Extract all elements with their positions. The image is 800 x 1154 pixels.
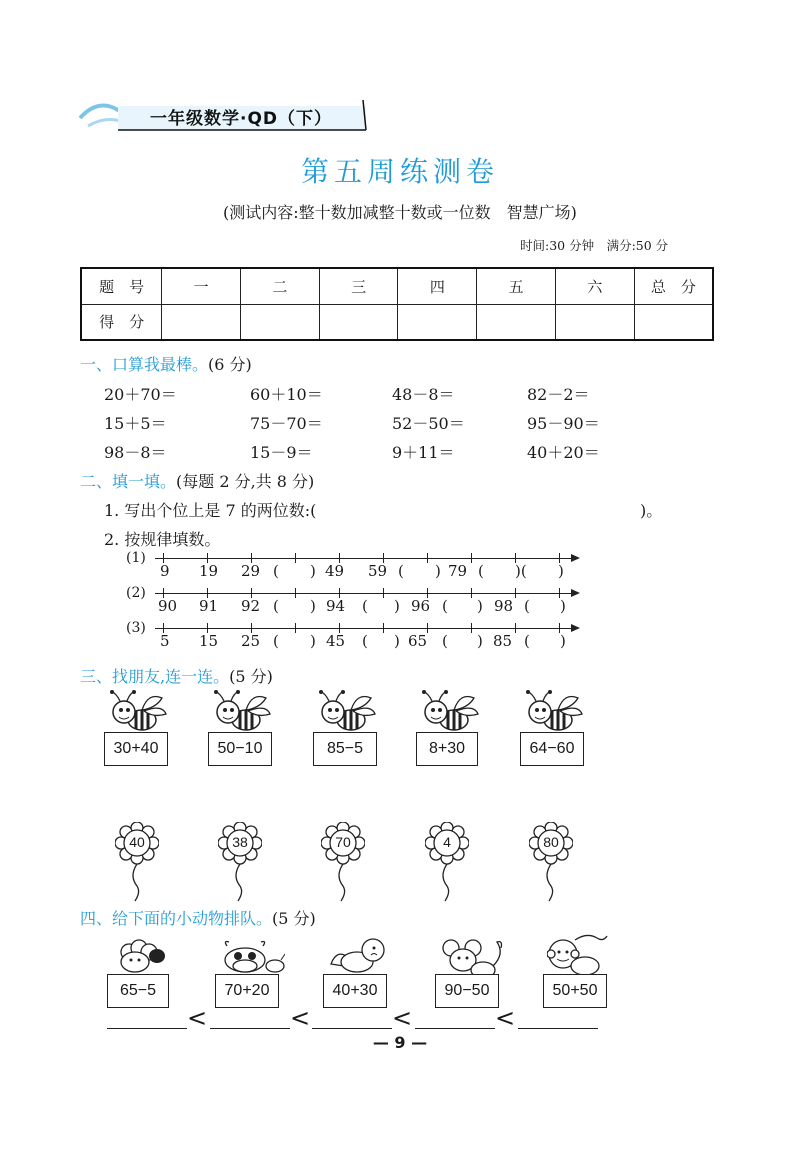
number-line-arrow (571, 554, 580, 562)
score-table-cell: 二 (241, 268, 320, 304)
section2-q2: 2. 按规律填数。 (104, 530, 221, 549)
score-input-cell[interactable] (162, 304, 241, 340)
number-line-value: 79 (448, 562, 468, 580)
animal-card[interactable]: 90−50 (435, 974, 499, 1008)
number-line-blank[interactable]: ) (310, 632, 316, 650)
bee-icon (522, 690, 584, 734)
number-line-blank[interactable]: ( (524, 597, 530, 615)
answer-blank[interactable] (518, 1028, 598, 1029)
number-line-blank[interactable]: ) (477, 632, 483, 650)
section1-problem: 9＋11＝ (392, 443, 455, 462)
section1-problem: 15＋5＝ (104, 414, 167, 433)
score-table-cell: 总 分 (634, 268, 713, 304)
number-line-blank[interactable]: ( (362, 597, 368, 615)
section1-problem: 60＋10＝ (250, 385, 323, 404)
number-line-value: 98 (494, 597, 514, 615)
bee-card[interactable]: 64−60 (520, 732, 584, 766)
number-line-value: 29 (241, 562, 261, 580)
bee-icon (210, 690, 272, 734)
number-line-tick (471, 553, 472, 563)
section1-points: (6 分) (208, 355, 252, 374)
score-table-cell: 五 (477, 268, 556, 304)
bee-card[interactable]: 8+30 (416, 732, 478, 766)
number-line-tick (383, 623, 384, 633)
score-input-cell[interactable] (477, 304, 556, 340)
number-line-tick (295, 553, 296, 563)
number-line-blank[interactable]: ( (442, 632, 448, 650)
number-line-value: 96 (411, 597, 431, 615)
bee-icon (418, 690, 480, 734)
less-than-sign: < (495, 1004, 516, 1032)
section3-points: (5 分) (229, 667, 273, 686)
score-table-score-row (81, 304, 713, 340)
section1-problem: 98－8＝ (104, 443, 167, 462)
number-line-value: 15 (199, 632, 219, 650)
number-line-axis (155, 628, 573, 629)
less-than-sign: < (392, 1004, 413, 1032)
section2-heading: 二、填一填。 (80, 472, 177, 491)
score-table-cell: 四 (398, 268, 477, 304)
section1-problem: 95－90＝ (527, 414, 600, 433)
score-table-cell: 得 分 (81, 304, 162, 340)
score-table-cell: 六 (555, 268, 634, 304)
score-table-cell: 一 (162, 268, 241, 304)
flower-number: 38 (232, 834, 248, 850)
bee-card[interactable]: 85−5 (313, 732, 377, 766)
number-line-blank[interactable]: ) (394, 597, 400, 615)
monkey-icon (547, 932, 617, 976)
answer-blank[interactable] (107, 1028, 187, 1029)
score-input-cell[interactable] (319, 304, 398, 340)
score-input-cell[interactable] (634, 304, 713, 340)
section3-heading: 三、找朋友,连一连。 (80, 667, 230, 686)
number-line-value: 92 (241, 597, 261, 615)
number-line-blank[interactable]: ( (273, 562, 279, 580)
number-line-value: 19 (199, 562, 219, 580)
number-line-blank[interactable]: ( (524, 632, 530, 650)
number-line-label: (1) (126, 550, 146, 566)
number-line-tick (471, 623, 472, 633)
bee-icon (106, 690, 168, 734)
score-input-cell[interactable] (555, 304, 634, 340)
number-line-value: 25 (241, 632, 261, 650)
number-line-tick (427, 553, 428, 563)
number-line-blank[interactable]: ( (362, 632, 368, 650)
bee-icon (315, 690, 377, 734)
number-line-tick (383, 588, 384, 598)
section1-problem: 82－2＝ (527, 385, 590, 404)
section2-q1: 1. 写出个位上是 7 的两位数:( (104, 501, 317, 520)
section1-problem: 52－50＝ (392, 414, 465, 433)
number-line-blank[interactable]: )( (515, 562, 527, 580)
number-line-axis (155, 593, 573, 594)
flower-number: 80 (543, 834, 559, 850)
number-line-blank[interactable]: ( (478, 562, 484, 580)
number-line-value: 91 (199, 597, 219, 615)
number-line-value: 59 (368, 562, 388, 580)
score-table-cell: 三 (319, 268, 398, 304)
section1-problem: 75－70＝ (250, 414, 323, 433)
section1-problem: 20＋70＝ (104, 385, 177, 404)
number-line-blank[interactable]: ) (310, 562, 316, 580)
less-than-sign: < (187, 1004, 208, 1032)
answer-blank[interactable] (210, 1028, 290, 1029)
number-line-blank[interactable]: ( (273, 632, 279, 650)
number-line-value: 65 (408, 632, 428, 650)
section1-heading-row (80, 352, 252, 375)
section1-problem: 15－9＝ (250, 443, 313, 462)
number-line-blank[interactable]: ( (273, 597, 279, 615)
number-line-blank[interactable]: ) (560, 632, 566, 650)
page-subtitle: (测试内容:整十数加减整十数或一位数 智慧广场) (223, 203, 577, 222)
number-line-value: 49 (325, 562, 345, 580)
number-line-tick (295, 588, 296, 598)
page-title: 第五周练测卷 (300, 155, 499, 188)
section1-problem: 48－8＝ (392, 385, 455, 404)
number-line-blank[interactable]: ) (435, 562, 441, 580)
section2-points: (每题 2 分,共 8 分) (176, 472, 315, 491)
page-number: — 9 — (372, 1033, 428, 1052)
number-line-value: 5 (160, 632, 170, 650)
number-line-blank[interactable]: ( (398, 562, 404, 580)
number-line-arrow (571, 624, 580, 632)
flower-number: 40 (129, 834, 145, 850)
number-line-blank[interactable]: ) (560, 597, 566, 615)
number-line-tick (295, 623, 296, 633)
score-table-cell: 题 号 (81, 268, 162, 304)
less-than-sign: < (290, 1004, 311, 1032)
answer-blank[interactable] (312, 1028, 392, 1029)
number-line-label: (2) (126, 585, 146, 601)
score-table (80, 267, 714, 341)
flower-number: 70 (335, 834, 351, 850)
section1-problem: 40＋20＝ (527, 443, 600, 462)
number-line-blank[interactable]: ( (442, 597, 448, 615)
section4-heading-row (80, 906, 316, 929)
number-line-tick (427, 623, 428, 633)
section4-points: (5 分) (272, 909, 316, 928)
number-line-value: 94 (326, 597, 346, 615)
flower-number: 4 (443, 834, 451, 850)
header-banner-text: 一年级数学·QD（下） (150, 109, 333, 129)
section1-heading: 一、口算我最棒。 (80, 355, 209, 374)
bee-card[interactable]: 50−10 (208, 732, 272, 766)
section4-heading: 四、给下面的小动物排队。 (80, 909, 273, 928)
number-line-arrow (571, 589, 580, 597)
time-info: 时间:30 分钟 满分:50 分 (520, 238, 669, 253)
section2-heading-row (80, 469, 314, 492)
number-line-value: 90 (158, 597, 178, 615)
score-input-cell[interactable] (241, 304, 320, 340)
number-line-tick (471, 588, 472, 598)
answer-blank[interactable] (415, 1028, 495, 1029)
bee-card[interactable]: 30+40 (104, 732, 168, 766)
number-line-blank[interactable]: ) (558, 562, 564, 580)
animal-card[interactable]: 65−5 (107, 974, 169, 1008)
number-line-blank[interactable]: ) (310, 597, 316, 615)
animal-card[interactable]: 50+50 (543, 974, 607, 1008)
animal-card[interactable]: 70+20 (215, 974, 279, 1008)
score-table-header-row (81, 268, 713, 304)
animal-card[interactable]: 40+30 (323, 974, 387, 1008)
number-line-axis (155, 558, 573, 559)
number-line-blank[interactable]: ) (477, 597, 483, 615)
number-line-label: (3) (126, 620, 146, 636)
section3-heading-row (80, 664, 273, 687)
number-line-blank[interactable]: ) (394, 632, 400, 650)
number-line-tick (515, 588, 516, 598)
number-line-value: 85 (493, 632, 513, 650)
number-line-value: 9 (160, 562, 170, 580)
number-line-value: 45 (326, 632, 346, 650)
section2-q1-end: )。 (640, 501, 663, 520)
score-input-cell[interactable] (398, 304, 477, 340)
number-line-tick (515, 623, 516, 633)
